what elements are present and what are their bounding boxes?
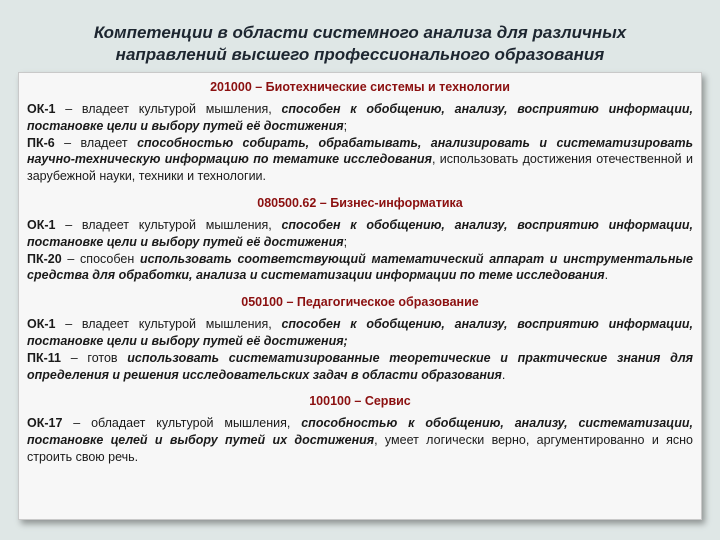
competency-text: – владеет культурой мышления, [55,217,282,232]
competency-code: ПК-6 [27,135,55,150]
competency-code: ОК-1 [27,317,56,332]
title-line-1: Компетенции в области системного анализа для различных [93,23,627,42]
competency-text: – владеет [54,135,138,150]
competency-tail: ; [343,234,348,249]
competency-emphasis: способен к обобщению, анализу, восприятию информации, постановке цели и выбору путей её достижения [27,102,693,133]
competency-tail: . [604,268,609,283]
competency-text: – владеет культурой мышления, [55,102,282,116]
competency-list [27,415,693,465]
competency-emphasis: использовать систематизированные теоретические и практические знания для определения и решения исследовательских задач в области образования [27,350,693,382]
competency-emphasis: способностью к обобщению, анализу, систематизации, постановке целей и выбору путей их достижения [27,416,693,448]
competency-tail: , умеет логически верно, аргументированно и ясно строить свою речь. [27,433,693,464]
slide-title [40,22,680,66]
competency-text: – готов [61,350,128,365]
competencies-box [18,72,702,520]
competency-code: ОК-17 [27,416,63,431]
direction-heading: 201000 – Биотехнические системы и технологии [210,80,510,94]
title-line-2: направлений высшего профессионального образования [115,45,605,64]
competency-tail: , использовать достижения отечественной и зарубежной науки, техники и технологии. [27,152,693,184]
direction-heading: 100100 – Сервис [309,394,411,409]
competency-tail: ; [343,118,348,133]
competency-code: ОК-1 [27,217,56,232]
competency-text: – способен [61,251,140,266]
competency-emphasis: способен к обобщению, анализу, восприятию информации, постановке цели и выбору путей её достижения; [27,317,693,348]
competency-emphasis: способен к обобщению, анализу, восприятию информации, постановке цели и выбору путей её достижения [27,217,693,249]
competency-text: – владеет культурой мышления, [55,317,282,332]
direction-heading: 050100 – Педагогическое образование [241,295,479,310]
competency-list [27,316,693,383]
competency-code: ПК-11 [27,350,61,365]
competency-tail: . [501,367,506,382]
competency-code: ОК-1 [27,102,56,116]
competency-code: ПК-20 [27,251,62,266]
competency-list [27,101,693,185]
competency-text: – обладает культурой мышления, [62,416,302,431]
competency-emphasis: способностью собирать, обрабатывать, анализировать и систематизировать научно-техническую информацию по тематике исследования [27,135,693,167]
competency-list [27,217,693,284]
direction-heading: 080500.62 – Бизнес-информатика [257,195,463,210]
competency-emphasis: использовать соответствующий математический аппарат и инструментальные средства для обработки, анализа и систематизации информации по теме исследования [27,251,694,283]
